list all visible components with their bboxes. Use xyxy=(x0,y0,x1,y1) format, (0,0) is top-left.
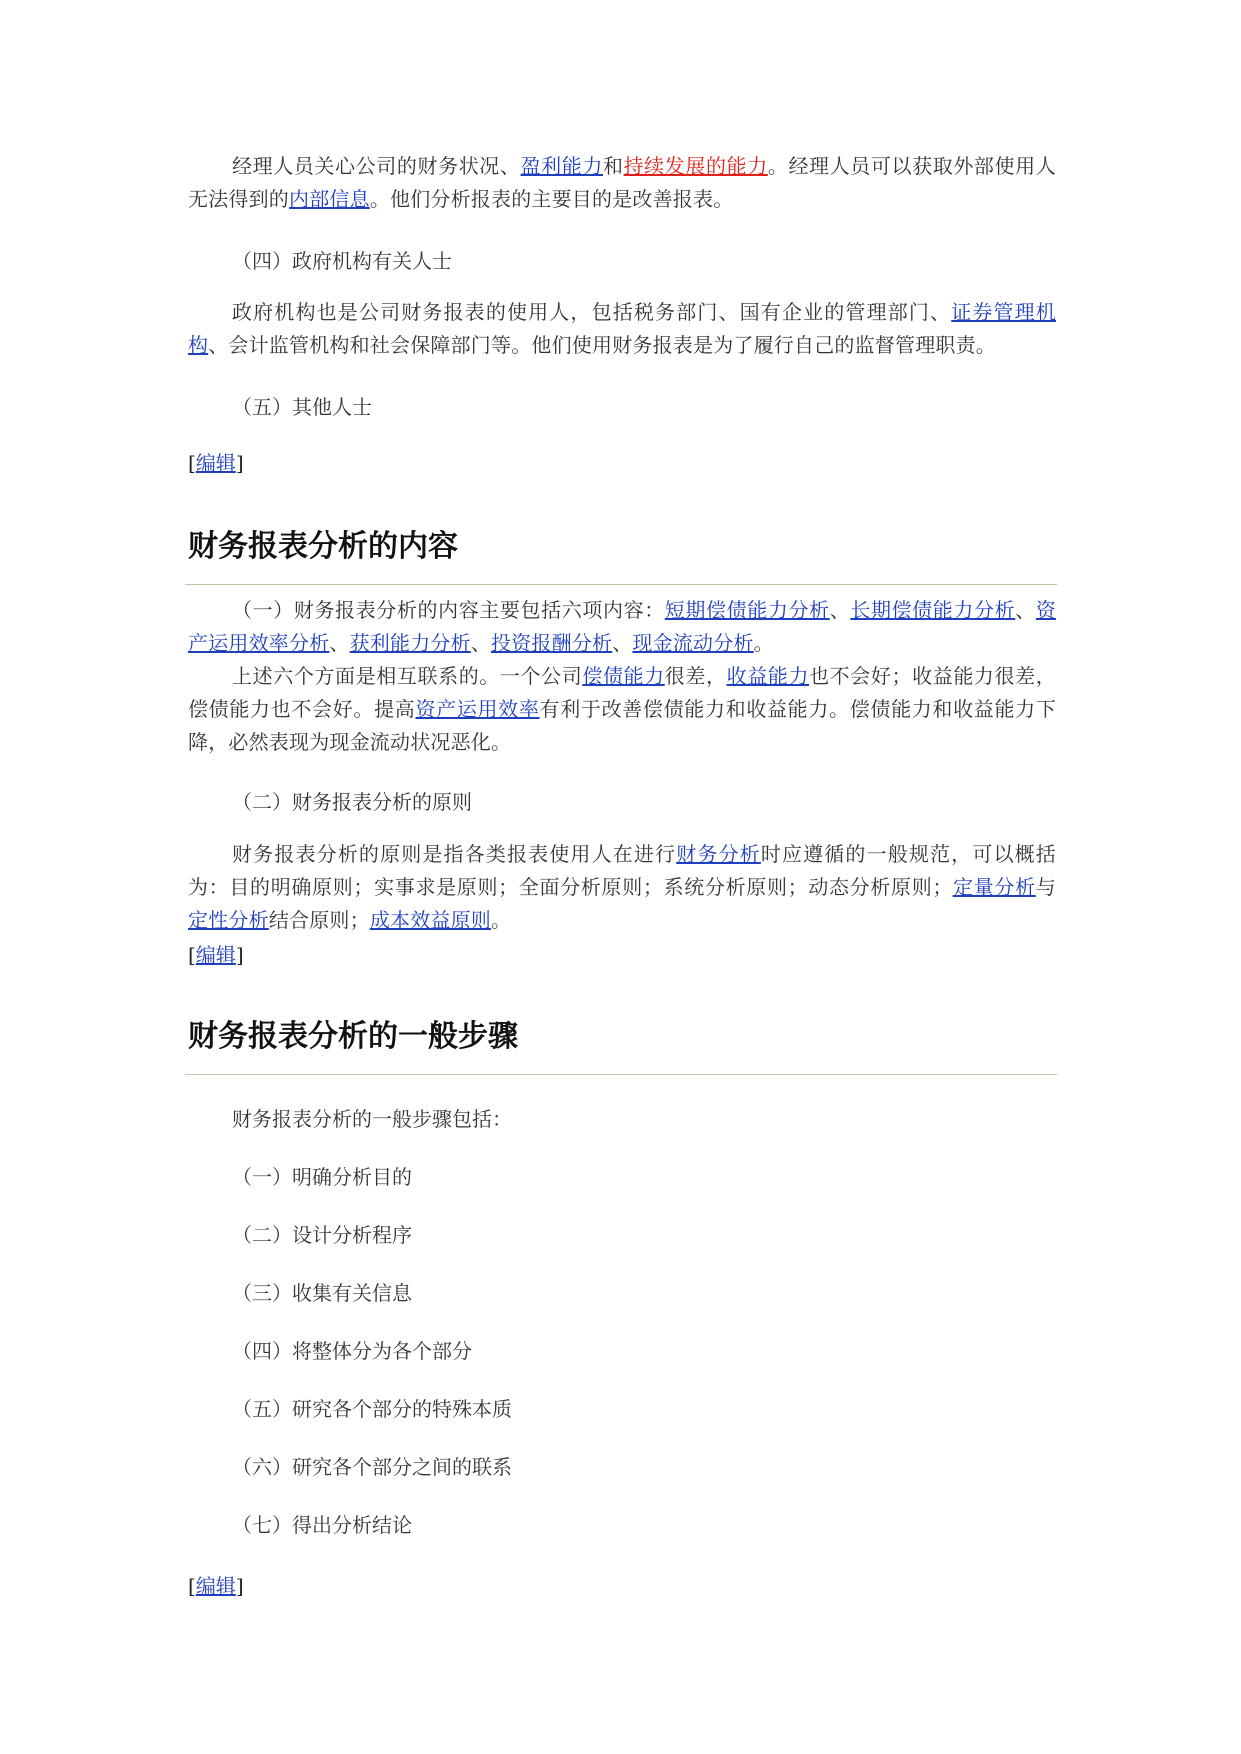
link-short-term-solvency[interactable]: 短期偿债能力分析 xyxy=(664,598,830,622)
edit-link-group xyxy=(188,941,244,969)
link-quantitative-analysis[interactable]: 定量分析 xyxy=(952,875,1036,899)
edit-link-group xyxy=(188,1572,244,1600)
subheading-government: （四）政府机构有关人士 xyxy=(232,249,452,273)
paragraph-principles xyxy=(188,838,1056,937)
step-item: （五）研究各个部分的特殊本质 xyxy=(232,1397,512,1421)
link-solvency[interactable]: 偿债能力 xyxy=(582,664,665,688)
text: 也不会好；收益能力很差，偿债能力也不会好。提高 xyxy=(188,664,1056,721)
sep: 。 xyxy=(753,631,774,655)
steps-intro: 财务报表分析的一般步骤包括： xyxy=(232,1107,512,1131)
text: 、会计监管机构和社会保障部门等。他们使用财务报表是为了履行自己的监督管理职责。 xyxy=(208,333,997,357)
text: 时应遵循的一般规范，可以概括为：目的明确原则；实事求是原则；全面分析原则；系统分析原则；动态分析原则； xyxy=(188,842,1056,899)
link-asset-efficiency-2[interactable]: 资产运用效率 xyxy=(415,697,540,721)
text: （一）财务报表分析的内容主要包括六项内容： xyxy=(232,598,665,622)
step-item: （七）得出分析结论 xyxy=(232,1513,412,1537)
link-profitability-analysis[interactable]: 获利能力分析 xyxy=(349,631,471,655)
edit-link[interactable]: 编辑 xyxy=(195,451,236,475)
paragraph-managers xyxy=(188,150,1056,216)
bracket-open: [ xyxy=(188,943,196,967)
paragraph-six-items xyxy=(188,594,1056,660)
link-internal-info[interactable]: 内部信息 xyxy=(289,187,370,211)
bracket-close: ] xyxy=(235,943,244,967)
heading-divider xyxy=(185,1074,1057,1075)
sep: 、 xyxy=(329,631,350,655)
link-cash-flow-analysis[interactable]: 现金流动分析 xyxy=(632,631,754,655)
sep: 、 xyxy=(1015,598,1036,622)
heading-divider xyxy=(185,584,1057,585)
bracket-close: ] xyxy=(235,1574,244,1598)
text: 结合原则； xyxy=(268,908,370,932)
link-long-term-solvency[interactable]: 长期偿债能力分析 xyxy=(850,598,1016,622)
paragraph-government xyxy=(188,296,1056,362)
text: 。经理人员可以获取外部使用人无法得到的 xyxy=(188,154,1056,211)
link-investment-return[interactable]: 投资报酬分析 xyxy=(491,631,613,655)
link-qualitative-analysis[interactable]: 定性分析 xyxy=(188,908,269,932)
text: 上述六个方面是相互联系的。一个公司 xyxy=(232,664,583,688)
text: 很差， xyxy=(664,664,727,688)
sep: 、 xyxy=(470,631,492,655)
subheading-others: （五）其他人士 xyxy=(232,395,372,419)
text: 有利于改善偿债能力和收益能力。偿债能力和收益能力下降，必然表现为现金流动状况恶化。 xyxy=(188,697,1057,754)
edit-link[interactable]: 编辑 xyxy=(195,943,236,967)
link-earning-ability[interactable]: 收益能力 xyxy=(726,664,810,688)
link-profitability[interactable]: 盈利能力 xyxy=(520,154,603,178)
edit-link[interactable]: 编辑 xyxy=(195,1574,236,1598)
link-asset-efficiency[interactable]: 资产运用效率分析 xyxy=(188,598,1057,655)
paragraph-interrelation xyxy=(188,660,1056,759)
text: 。 xyxy=(491,908,512,932)
subheading-principles: （二）财务报表分析的原则 xyxy=(232,790,472,814)
step-item: （三）收集有关信息 xyxy=(232,1281,412,1305)
text: 与 xyxy=(1035,875,1056,899)
sep: 、 xyxy=(829,598,851,622)
text: 。他们分析报表的主要目的是改善报表。 xyxy=(369,187,734,211)
step-item: （二）设计分析程序 xyxy=(232,1223,412,1247)
link-cost-benefit[interactable]: 成本效益原则 xyxy=(369,908,492,932)
bracket-close: ] xyxy=(235,451,244,475)
text: 经理人员关心公司的财务状况、 xyxy=(232,154,521,178)
text: 政府机构也是公司财务报表的使用人，包括税务部门、国有企业的管理部门、 xyxy=(232,300,952,324)
bracket-open: [ xyxy=(188,1574,196,1598)
edit-link-group xyxy=(188,449,244,477)
text: 财务报表分析的原则是指各类报表使用人在进行 xyxy=(232,842,677,866)
section-heading-steps: 财务报表分析的一般步骤 xyxy=(188,1019,518,1054)
link-financial-analysis[interactable]: 财务分析 xyxy=(676,842,761,866)
link-sustainable-growth[interactable]: 持续发展的能力 xyxy=(623,154,768,178)
bracket-open: [ xyxy=(188,451,196,475)
step-item: （六）研究各个部分之间的联系 xyxy=(232,1455,512,1479)
text: 和 xyxy=(602,154,624,178)
link-securities-regulator[interactable]: 证券管理机构 xyxy=(188,300,1056,357)
sep: 、 xyxy=(612,631,633,655)
section-heading-content: 财务报表分析的内容 xyxy=(188,529,458,564)
step-item: （四）将整体分为各个部分 xyxy=(232,1339,472,1363)
step-item: （一）明确分析目的 xyxy=(232,1165,412,1189)
